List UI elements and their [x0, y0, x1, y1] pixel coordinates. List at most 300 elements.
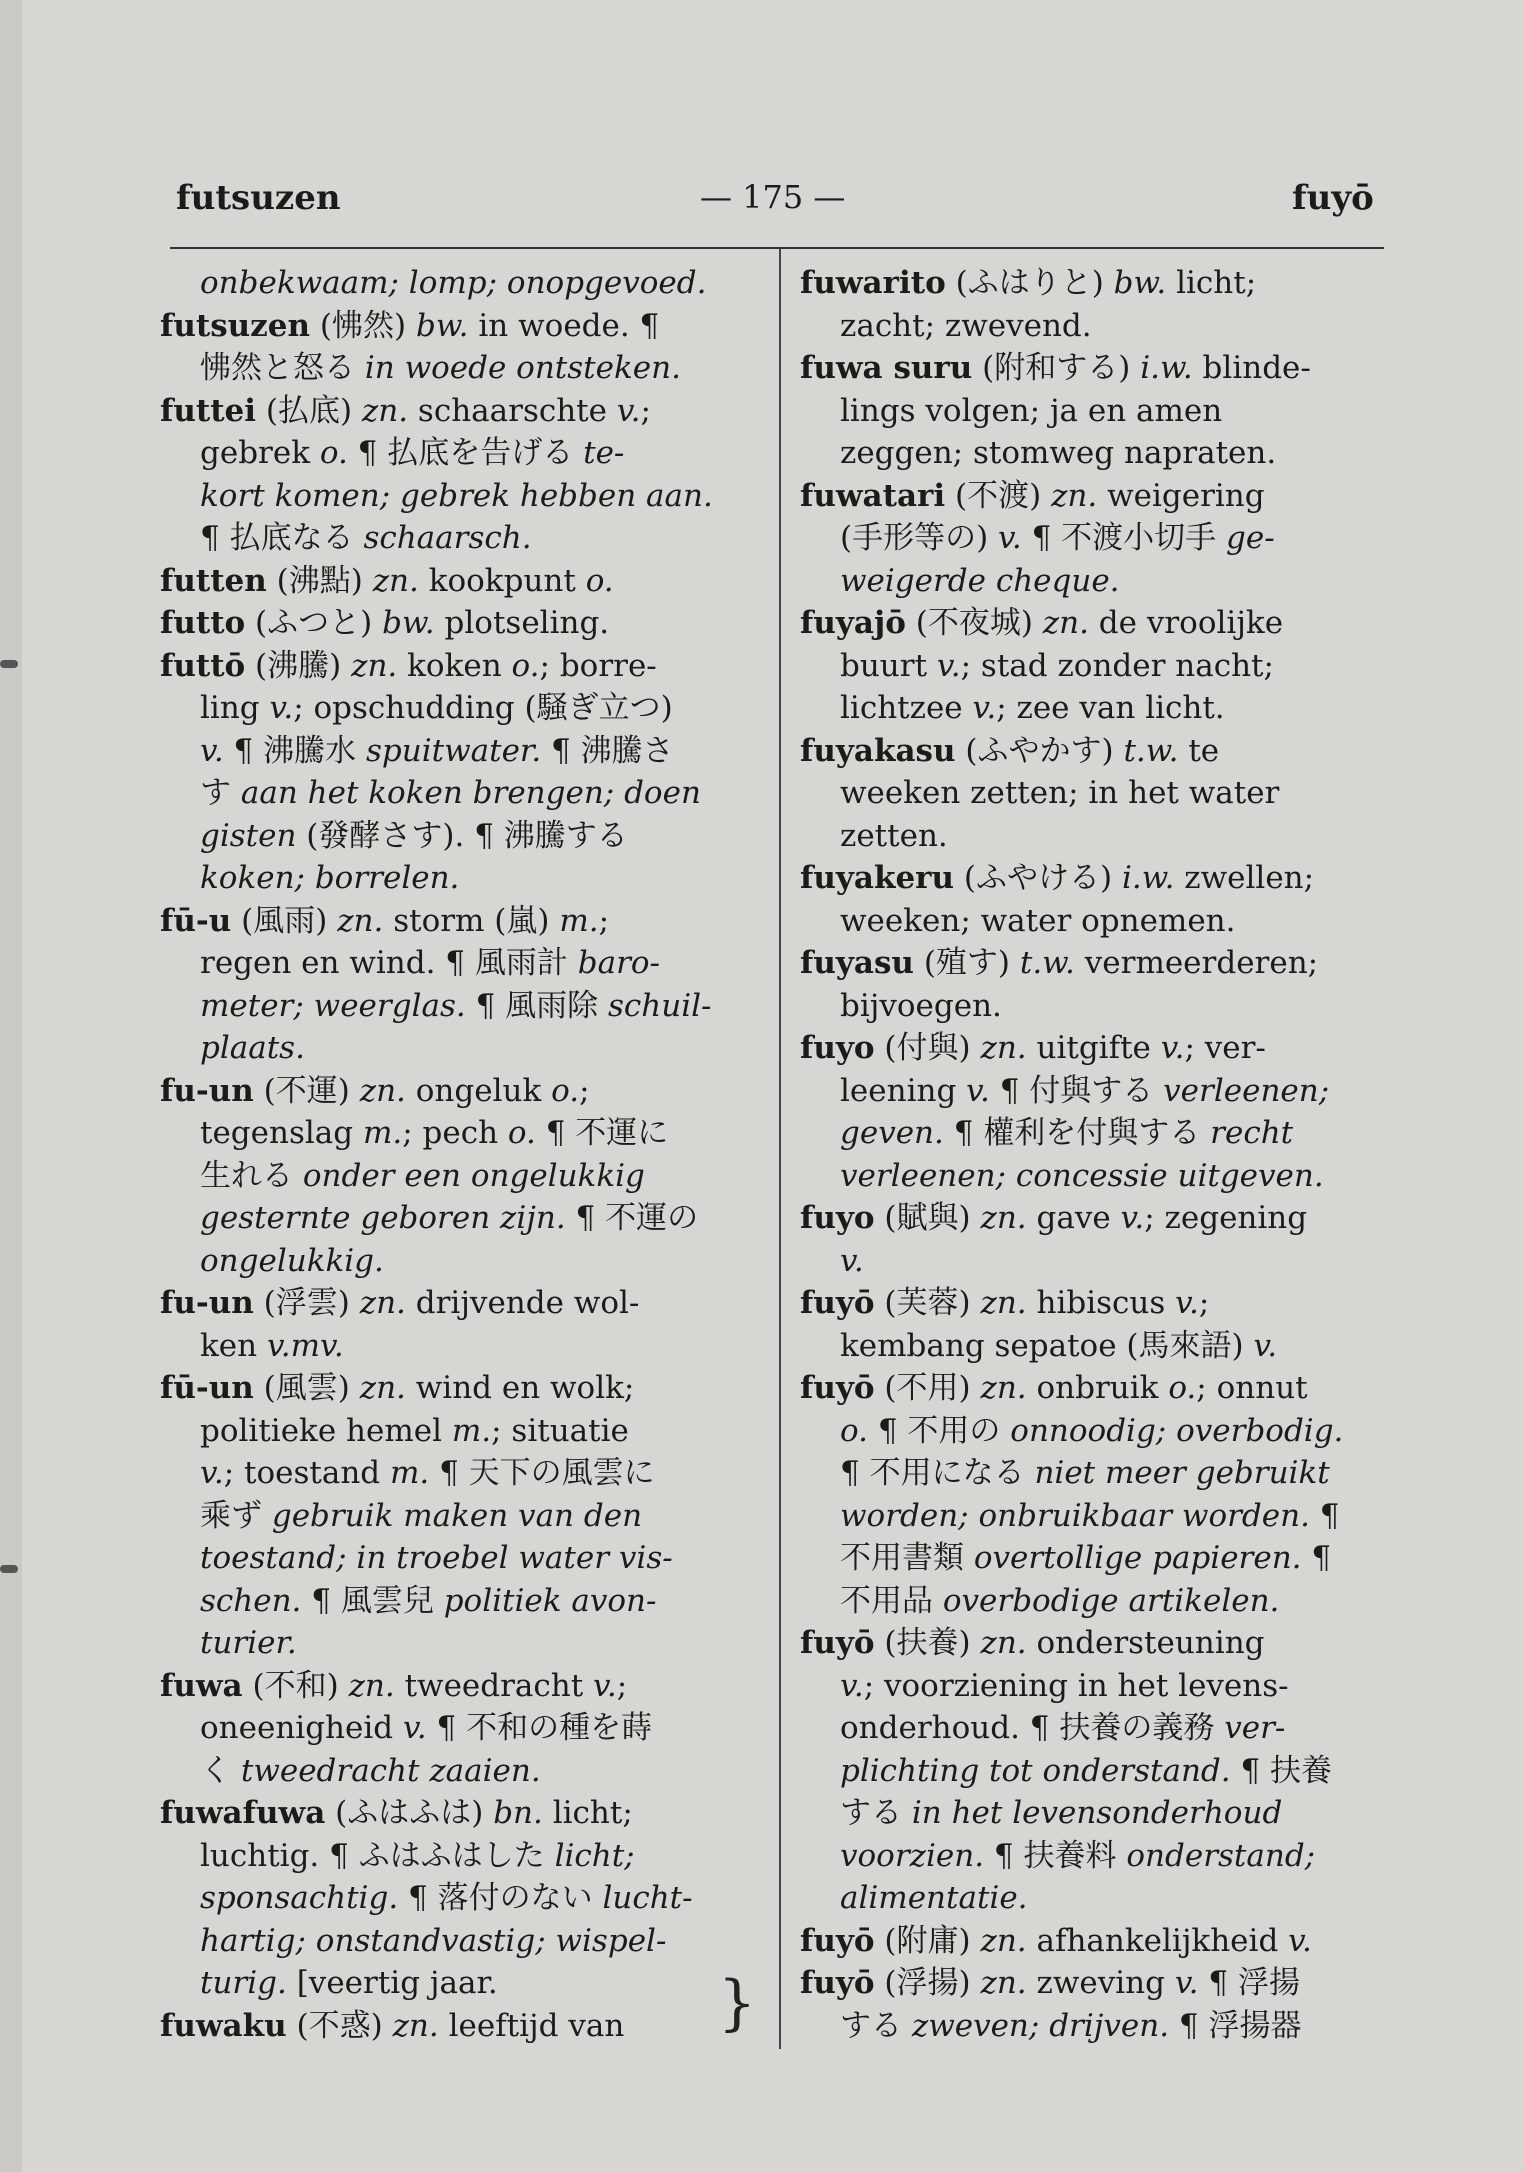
running-head-left: futsuzen: [176, 178, 341, 218]
italic-text: turig.: [200, 1965, 287, 2001]
italic-text: zn.: [361, 392, 409, 429]
entry-line: [160, 390, 760, 433]
entry-text: (芙蓉): [874, 1285, 981, 1321]
entry-text: (發酵さす). ¶ 沸騰する: [296, 817, 628, 854]
headword: futsuzen: [160, 307, 311, 344]
headword: fu-un: [160, 1285, 254, 1321]
italic-text: plichting tot onderstand.: [840, 1752, 1231, 1789]
headword: fuwatari: [800, 477, 946, 514]
entry-text: (ふやける): [954, 860, 1122, 896]
entry-text: kembang sepatoe (馬來語): [840, 1327, 1254, 1364]
entry-continuation-line: [160, 857, 760, 900]
italic-text: v.: [1288, 1922, 1312, 1959]
entry-text: gave: [1026, 1200, 1121, 1236]
entry-continuation-line: [800, 1070, 1400, 1113]
italic-text: ge-: [1226, 520, 1275, 556]
entry-text: buurt: [840, 647, 937, 684]
entry-text: blinde-: [1192, 350, 1311, 386]
italic-text: hartig; onstandvastig; wispel-: [200, 1922, 667, 1959]
headword: fuwaku: [160, 2007, 287, 2044]
entry-text: ¶ 不和の種を蒔: [426, 1710, 653, 1746]
italic-text: gebruik maken van den: [271, 1497, 643, 1534]
entry-continuation-line: [160, 1877, 760, 1920]
entry-text: (附和する): [972, 350, 1141, 386]
entry-continuation-line: [160, 1750, 760, 1793]
headword: fuwa suru: [800, 350, 973, 386]
italic-text: v.: [593, 1667, 617, 1704]
entry-text: de vroolijke: [1088, 605, 1284, 641]
entry-text: in woede. ¶: [468, 307, 660, 344]
entry-text: ¶ 沸騰水: [223, 732, 366, 769]
entry-text: 生れる: [200, 1157, 303, 1194]
entry-text: ; zee van licht.: [996, 690, 1225, 726]
entry-continuation-line: [800, 1410, 1400, 1453]
entry-text: ¶ 払底を告げる: [347, 435, 584, 471]
entry-continuation-line: [160, 347, 760, 390]
italic-text: v.: [1174, 1965, 1199, 2001]
headword: fuwa: [160, 1667, 243, 1704]
entry-text: ¶ 扶養料: [984, 1837, 1127, 1874]
entry-text: (風雲): [253, 1370, 360, 1406]
entry-line: [160, 1665, 760, 1708]
entry-text: zacht; zwevend.: [840, 307, 1092, 344]
italic-text: onbekwaam; lomp; onopgevoed.: [200, 265, 707, 301]
entry-continuation-line: [800, 772, 1400, 815]
entry-continuation-line: [800, 1112, 1400, 1155]
entry-text: tegenslag: [200, 1115, 363, 1151]
entry-line: [160, 602, 760, 645]
italic-text: gesternte geboren zijn.: [200, 1200, 566, 1236]
entry-continuation-line: [800, 305, 1400, 348]
entry-text: ¶ 払底なる: [200, 520, 364, 556]
entry-continuation-line: [160, 1325, 760, 1368]
italic-text: kort komen; gebrek hebben aan.: [200, 477, 713, 514]
entry-text: ¶ 付與する: [989, 1072, 1164, 1109]
italic-text: overbodige artikelen.: [942, 1582, 1280, 1619]
entry-text: (浮雲): [253, 1285, 360, 1321]
headword: fuwarito: [800, 265, 946, 301]
entry-text: (浮揚): [874, 1965, 981, 2001]
entry-text: lichtzee: [840, 690, 973, 726]
italic-text: zweven; drijven.: [911, 2007, 1170, 2044]
entry-text: (ふはふは): [325, 1795, 494, 1831]
entry-continuation-line: [160, 1410, 760, 1453]
entry-text: leening: [840, 1072, 967, 1109]
entry-line: [800, 602, 1400, 645]
italic-text: bw.: [382, 605, 435, 641]
italic-text: tweedracht zaaien.: [240, 1752, 541, 1789]
italic-text: toestand; in troebel water vis-: [200, 1540, 673, 1576]
italic-text: geven.: [840, 1115, 944, 1151]
italic-text: schen.: [200, 1582, 302, 1619]
italic-text: zn.: [980, 1370, 1027, 1406]
entry-text: ¶ 不用の: [867, 1412, 1011, 1449]
italic-text: zn.: [351, 647, 398, 684]
headword: fuwafuwa: [160, 1795, 326, 1831]
entry-continuation-line: [160, 432, 760, 475]
entry-continuation-line: [160, 1580, 760, 1623]
entry-text: ¶ 不運の: [565, 1200, 699, 1236]
headword: fū-un: [160, 1370, 254, 1406]
headword: fuyajō: [800, 605, 906, 641]
entry-text: ongeluk: [405, 1072, 552, 1109]
entry-text: uitgifte: [1026, 1030, 1161, 1066]
italic-text: v.: [840, 1242, 864, 1279]
entry-text: ; opschudding (騒ぎ立つ): [293, 690, 673, 726]
entry-line: [160, 1282, 760, 1325]
entry-text: kookpunt: [418, 562, 586, 599]
entry-text: 乘ず: [200, 1497, 272, 1534]
entry-text: ¶ 浮揚器: [1169, 2007, 1302, 2044]
entry-text: (不用): [874, 1370, 981, 1406]
entry-text: ¶ 不渡小切手: [1021, 520, 1227, 556]
entry-continuation-line: [160, 1495, 760, 1538]
italic-text: plaats.: [200, 1030, 305, 1066]
entry-continuation-line: [800, 1155, 1400, 1198]
entry-continuation-line: [800, 1750, 1400, 1793]
italic-text: recht: [1210, 1115, 1294, 1151]
headword: fuyō: [800, 1965, 875, 2001]
entry-line: [800, 942, 1400, 985]
entry-text: (払底): [256, 392, 362, 429]
italic-text: politiek avon-: [443, 1582, 657, 1619]
italic-text: m.: [559, 902, 599, 939]
entry-text: (殖す): [913, 945, 1020, 981]
italic-text: v.: [269, 690, 294, 726]
italic-text: o.: [840, 1412, 868, 1449]
entry-continuation-line: [160, 942, 760, 985]
italic-text: v.: [402, 1710, 427, 1746]
italic-text: v.: [1175, 1285, 1199, 1321]
italic-text: v.: [1160, 1030, 1185, 1066]
italic-text: ver-: [1224, 1710, 1286, 1746]
italic-text: weigerde cheque.: [840, 562, 1120, 599]
headword: fuyakeru: [800, 860, 955, 896]
entry-text: (不和): [242, 1667, 349, 1704]
italic-text: zn.: [1051, 477, 1098, 514]
headword: futtō: [160, 647, 246, 684]
entry-text: ¶ 天下の風雲に: [429, 1455, 655, 1491]
italic-text: meter; weerglas.: [200, 987, 466, 1024]
italic-text: v.: [200, 732, 224, 769]
entry-text: (賦與): [874, 1200, 981, 1236]
entry-continuation-line: [800, 390, 1400, 433]
entry-line: [160, 1792, 760, 1835]
entry-text: ¶: [1309, 1497, 1340, 1534]
headword: fuyō: [800, 1285, 875, 1321]
headword: fuyo: [800, 1200, 875, 1236]
entry-continuation-line: [800, 900, 1400, 943]
entry-text: ; voorziening in het levens-: [863, 1667, 1289, 1704]
italic-text: m.: [451, 1412, 492, 1449]
italic-text: o.: [319, 435, 348, 471]
italic-text: v.: [966, 1072, 990, 1109]
entry-text: ¶ 風雨除: [465, 987, 609, 1024]
italic-text: spuitwater.: [366, 732, 542, 769]
entry-continuation-line: [160, 815, 760, 858]
entry-line: [800, 1622, 1400, 1665]
italic-text: bw.: [415, 307, 469, 344]
entry-text: (扶養): [874, 1625, 981, 1661]
entry-text: ; borre-: [539, 647, 657, 684]
entry-line: [800, 262, 1400, 305]
entry-text: [veertig jaar.: [286, 1965, 498, 2001]
entry-text: ; onnut: [1196, 1370, 1308, 1406]
entry-continuation-line: [800, 1452, 1400, 1495]
binding-mark: [0, 660, 18, 668]
entry-continuation-line: [800, 2005, 1400, 2048]
entry-continuation-line: [800, 985, 1400, 1028]
entry-text: weeken zetten; in het water: [840, 775, 1280, 811]
italic-text: zn.: [980, 1625, 1027, 1661]
entry-continuation-line: [160, 687, 760, 730]
entry-text: te: [1178, 732, 1220, 769]
italic-text: overtollige papieren.: [973, 1540, 1302, 1576]
italic-text: o.: [507, 1115, 536, 1151]
headword: fu-un: [160, 1072, 254, 1109]
entry-text: く: [200, 1752, 241, 1789]
italic-text: ongelukkig.: [200, 1242, 384, 1279]
headword: fuyō: [800, 1922, 875, 1959]
italic-text: v.: [616, 392, 641, 429]
entry-continuation-line: [160, 1537, 760, 1580]
entry-text: (不運): [253, 1072, 360, 1109]
entry-continuation-line: [800, 645, 1400, 688]
entry-continuation-line: [800, 815, 1400, 858]
entry-continuation-line: [800, 1580, 1400, 1623]
entry-text: する: [840, 2007, 912, 2044]
entry-text: weeken; water opnemen.: [840, 902, 1236, 939]
entry-continuation-line: [160, 1155, 760, 1198]
entry-text: lings volgen; ja en amen: [840, 392, 1223, 429]
italic-text: m.: [389, 1455, 430, 1491]
italic-text: te-: [583, 435, 625, 471]
italic-text: t.w.: [1123, 732, 1179, 769]
headword: fū-u: [160, 902, 232, 939]
italic-text: onder een ongelukkig: [302, 1157, 645, 1194]
entry-text: 不用書類: [840, 1540, 974, 1576]
entry-text: wind en wolk;: [405, 1370, 635, 1406]
entry-continuation-line: [800, 1877, 1400, 1920]
entry-text: vermeerderen;: [1074, 945, 1319, 981]
running-head-right: fuyō: [1292, 178, 1374, 218]
entry-text: ;: [1198, 1285, 1210, 1321]
entry-text: ;: [640, 392, 651, 429]
entry-continuation-line: [160, 1197, 760, 1240]
italic-text: v.: [200, 1455, 224, 1491]
entry-text: ¶ 不用になる: [840, 1455, 1035, 1491]
italic-text: zn.: [359, 1285, 406, 1321]
entry-continuation-line: [800, 687, 1400, 730]
left-column: [160, 262, 760, 2047]
column-divider: [779, 249, 781, 2049]
entry-text: (ふつと): [245, 605, 383, 641]
entry-continuation-line: [800, 517, 1400, 560]
entry-text: (沸點): [266, 562, 373, 599]
italic-text: zn.: [348, 1667, 395, 1704]
binding-mark: [0, 1565, 18, 1573]
entry-text: (不惑): [286, 2007, 393, 2044]
entry-text: zeggen; stomweg napraten.: [840, 435, 1277, 471]
entry-text: zwellen;: [1174, 860, 1315, 896]
entry-continuation-line: [800, 1707, 1400, 1750]
entry-text: luchtig. ¶ ふはふはした: [200, 1837, 555, 1874]
italic-text: m.: [362, 1115, 403, 1151]
entry-text: (不夜城): [905, 605, 1043, 641]
entry-text: (ふやかす): [955, 732, 1124, 769]
italic-text: in woede ontsteken.: [364, 350, 681, 386]
entry-text: (付與): [874, 1030, 981, 1066]
entry-text: ¶ 風雲兒: [301, 1582, 444, 1619]
italic-text: lucht-: [602, 1880, 693, 1916]
italic-text: v.: [972, 690, 997, 726]
entry-continuation-line: [800, 1240, 1400, 1283]
headword: futto: [160, 605, 246, 641]
entry-line: [160, 1367, 760, 1410]
entry-text: ¶ 沸騰さ: [541, 732, 674, 769]
italic-text: alimentatie.: [840, 1880, 1028, 1916]
italic-text: zn.: [1042, 605, 1089, 641]
headword: fuyō: [800, 1370, 875, 1406]
headword: fuyo: [800, 1030, 875, 1066]
page-number: — 175 —: [700, 178, 846, 216]
entry-text: ¶ 落付のない: [398, 1880, 603, 1916]
entry-continuation-line: [800, 1792, 1400, 1835]
entry-text: licht;: [1166, 265, 1257, 301]
header-rule: [170, 247, 1384, 249]
entry-text: ken: [200, 1327, 267, 1364]
italic-text: schaarsch.: [363, 520, 532, 556]
italic-text: zn.: [359, 1370, 406, 1406]
entry-line: [160, 560, 760, 603]
entry-continuation-line: [800, 1665, 1400, 1708]
headword: futtei: [160, 392, 257, 429]
entry-text: onderhoud. ¶ 扶養の義務: [840, 1710, 1225, 1746]
entry-text: ; stad zonder nacht;: [960, 647, 1274, 684]
italic-text: v.: [840, 1667, 864, 1704]
italic-text: v.: [1120, 1200, 1145, 1236]
italic-text: verleenen;: [1163, 1072, 1330, 1109]
entry-text: 不用品: [840, 1582, 943, 1619]
entry-continuation-line: [160, 772, 760, 815]
entry-continuation-line: [160, 730, 760, 773]
entry-text: weigering: [1097, 477, 1265, 514]
italic-text: o.: [585, 562, 614, 599]
italic-text: in het levensonderhoud: [911, 1795, 1283, 1831]
headword: fuyakasu: [800, 732, 956, 769]
entry-text: ¶ 扶養: [1230, 1752, 1333, 1789]
italic-text: zn.: [372, 562, 419, 599]
italic-text: zn.: [980, 1922, 1027, 1959]
entry-continuation-line: [160, 1707, 760, 1750]
entry-text: す: [200, 775, 241, 811]
italic-text: bw.: [1113, 265, 1167, 301]
entry-text: ; pech: [402, 1115, 508, 1151]
italic-text: schuil-: [608, 987, 712, 1024]
entry-text: ¶ 權利を付與する: [943, 1115, 1211, 1151]
entry-continuation-line: [800, 1325, 1400, 1368]
entry-text: hibiscus: [1026, 1285, 1176, 1321]
entry-line: [800, 1027, 1400, 1070]
entry-text: ondersteuning: [1026, 1625, 1265, 1661]
right-column: [800, 262, 1400, 2047]
entry-text: ; zegening: [1144, 1200, 1308, 1236]
headword: futten: [160, 562, 267, 599]
entry-continuation-line: [160, 1920, 760, 1963]
entry-continuation-line: [160, 1027, 760, 1070]
italic-text: onnoodig; overbodig.: [1010, 1412, 1344, 1449]
entry-line: [800, 1197, 1400, 1240]
italic-text: bn.: [493, 1795, 543, 1831]
italic-text: aan het koken brengen; doen: [240, 775, 701, 811]
entry-text: ;: [598, 902, 610, 939]
entry-text: ;: [579, 1072, 590, 1109]
entry-text: ; situatie: [491, 1412, 629, 1449]
entry-line: [800, 1367, 1400, 1410]
entry-text: zweving: [1026, 1965, 1175, 2001]
italic-text: v.mv.: [266, 1327, 344, 1364]
entry-line: [160, 1070, 760, 1113]
entry-text: (不渡): [945, 477, 1052, 514]
italic-text: zn.: [980, 1965, 1027, 2001]
entry-text: leeftijd van: [438, 2007, 625, 2044]
entry-text: ; toestand: [223, 1455, 390, 1491]
entry-continuation-line: [800, 1835, 1400, 1878]
entry-line: [160, 645, 760, 688]
italic-text: sponsachtig.: [200, 1880, 399, 1916]
entry-text: plotseling.: [434, 605, 610, 641]
entry-continuation-line: [160, 1452, 760, 1495]
entry-text: afhankelijkheid: [1026, 1922, 1289, 1959]
entry-text: (沸騰): [245, 647, 352, 684]
entry-continuation-line: [800, 560, 1400, 603]
entry-text: oneenigheid: [200, 1710, 403, 1746]
binding-gutter: [0, 0, 22, 2172]
italic-text: voorzien.: [840, 1837, 985, 1874]
entry-text: する: [840, 1795, 912, 1831]
entry-text: ;: [616, 1667, 628, 1704]
entry-text: (ふはりと): [945, 265, 1114, 301]
entry-text: koken: [397, 647, 512, 684]
entry-text: regen en wind. ¶ 風雨計: [200, 945, 578, 981]
entry-line: [800, 730, 1400, 773]
entry-text: schaarschte: [408, 392, 617, 429]
italic-text: i.w.: [1140, 350, 1193, 386]
entry-text: politieke hemel: [200, 1412, 452, 1449]
italic-text: zn.: [337, 902, 384, 939]
entry-text: ¶ 浮揚: [1198, 1965, 1300, 2001]
headword: fuyō: [800, 1625, 875, 1661]
entry-line: [800, 1282, 1400, 1325]
italic-text: zn.: [392, 2007, 439, 2044]
italic-text: niet meer gebruikt: [1034, 1455, 1330, 1491]
entry-continuation-line: [160, 1112, 760, 1155]
entry-text: bijvoegen.: [840, 987, 1002, 1024]
entry-continuation-line: [160, 475, 760, 518]
italic-text: o.: [551, 1072, 580, 1109]
entry-line: [800, 857, 1400, 900]
italic-text: t.w.: [1019, 945, 1075, 981]
entry-text: gebrek: [200, 435, 320, 471]
entry-line: [800, 1920, 1400, 1963]
entry-text: (手形等の): [840, 520, 999, 556]
italic-text: zn.: [980, 1285, 1027, 1321]
headword: fuyasu: [800, 945, 914, 981]
italic-text: verleenen; concessie uitgeven.: [840, 1157, 1324, 1194]
entry-continuation-line: [160, 262, 760, 305]
italic-text: v.: [998, 520, 1022, 556]
brace-mark: }: [718, 1968, 757, 2038]
